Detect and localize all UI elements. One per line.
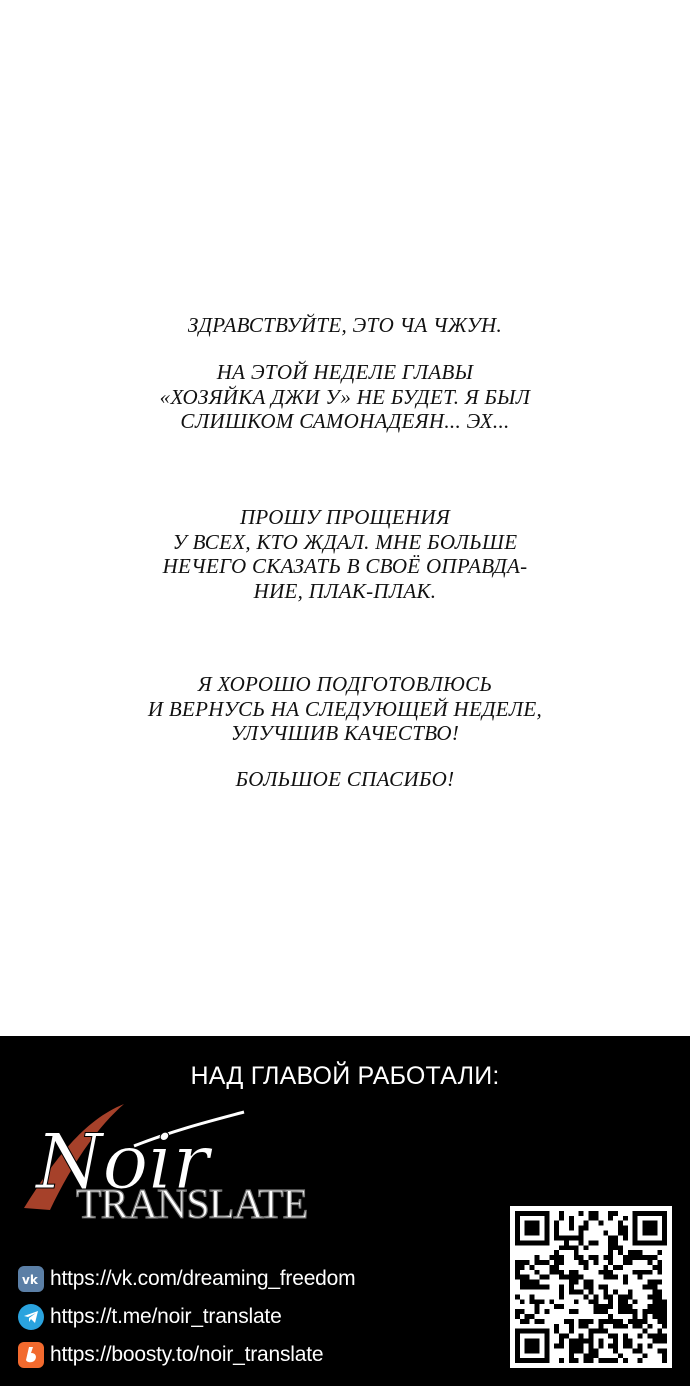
note-line: УЛУЧШИВ КАЧЕСТВО! xyxy=(230,721,460,745)
link-vk[interactable] xyxy=(18,1260,355,1298)
link-telegram-text[interactable]: https://t.me/noir_translate xyxy=(50,1305,282,1328)
telegram-icon xyxy=(18,1304,44,1330)
links-list xyxy=(18,1260,355,1374)
note-line: ПРОШУ ПРОЩЕНИЯ xyxy=(239,505,451,529)
link-vk-text[interactable]: https://vk.com/dreaming_freedom xyxy=(50,1267,356,1290)
note-line: У ВСЕХ, КТО ЖДАЛ. МНЕ БОЛЬШЕ xyxy=(172,529,518,554)
link-boosty[interactable] xyxy=(18,1336,355,1374)
note-line: БОЛЬШОЕ СПАСИБО! xyxy=(235,767,455,791)
note-thanks xyxy=(0,767,690,792)
note-line: НА ЭТОЙ НЕДЕЛЕ ГЛАВЫ xyxy=(216,360,474,384)
note-line: НЕЧЕГО СКАЗАТЬ В СВОЁ ОПРАВДА- xyxy=(162,554,528,578)
noir-translate-logo xyxy=(14,1090,334,1225)
note-line: НИЕ, ПЛАК-ПЛАК. xyxy=(253,578,437,603)
note-line: ЗДРАВСТВУЙТЕ, ЭТО ЧА ЧЖУН. xyxy=(187,313,503,337)
note-greeting xyxy=(0,313,690,338)
svg-text:vk: vk xyxy=(22,1273,38,1285)
credits-title: НАД ГЛАВОЙ РАБОТАЛИ: xyxy=(190,1062,500,1090)
note-paragraph-3 xyxy=(0,672,690,746)
note-paragraph-1 xyxy=(0,360,690,434)
note-line: «ХОЗЯЙКА ДЖИ У» НЕ БУДЕТ. Я БЫЛ xyxy=(159,384,531,409)
logo-block-text: TRANSLATE xyxy=(76,1182,308,1225)
note-line: И ВЕРНУСЬ НА СЛЕДУЮЩЕЙ НЕДЕЛЕ, xyxy=(147,696,543,721)
note-line: СЛИШКОМ САМОНАДЕЯН... ЭХ... xyxy=(180,409,510,433)
boosty-icon xyxy=(18,1342,44,1368)
note-line: Я ХОРОШО ПОДГОТОВЛЮСЬ xyxy=(197,672,493,696)
link-telegram[interactable] xyxy=(18,1298,355,1336)
note-paragraph-2 xyxy=(0,505,690,603)
qr-code-icon[interactable] xyxy=(510,1206,672,1368)
credits-panel xyxy=(0,1036,690,1386)
logo-script-text: Noir xyxy=(36,1117,209,1206)
vk-icon xyxy=(18,1266,44,1292)
link-boosty-text[interactable]: https://boosty.to/noir_translate xyxy=(50,1343,324,1366)
